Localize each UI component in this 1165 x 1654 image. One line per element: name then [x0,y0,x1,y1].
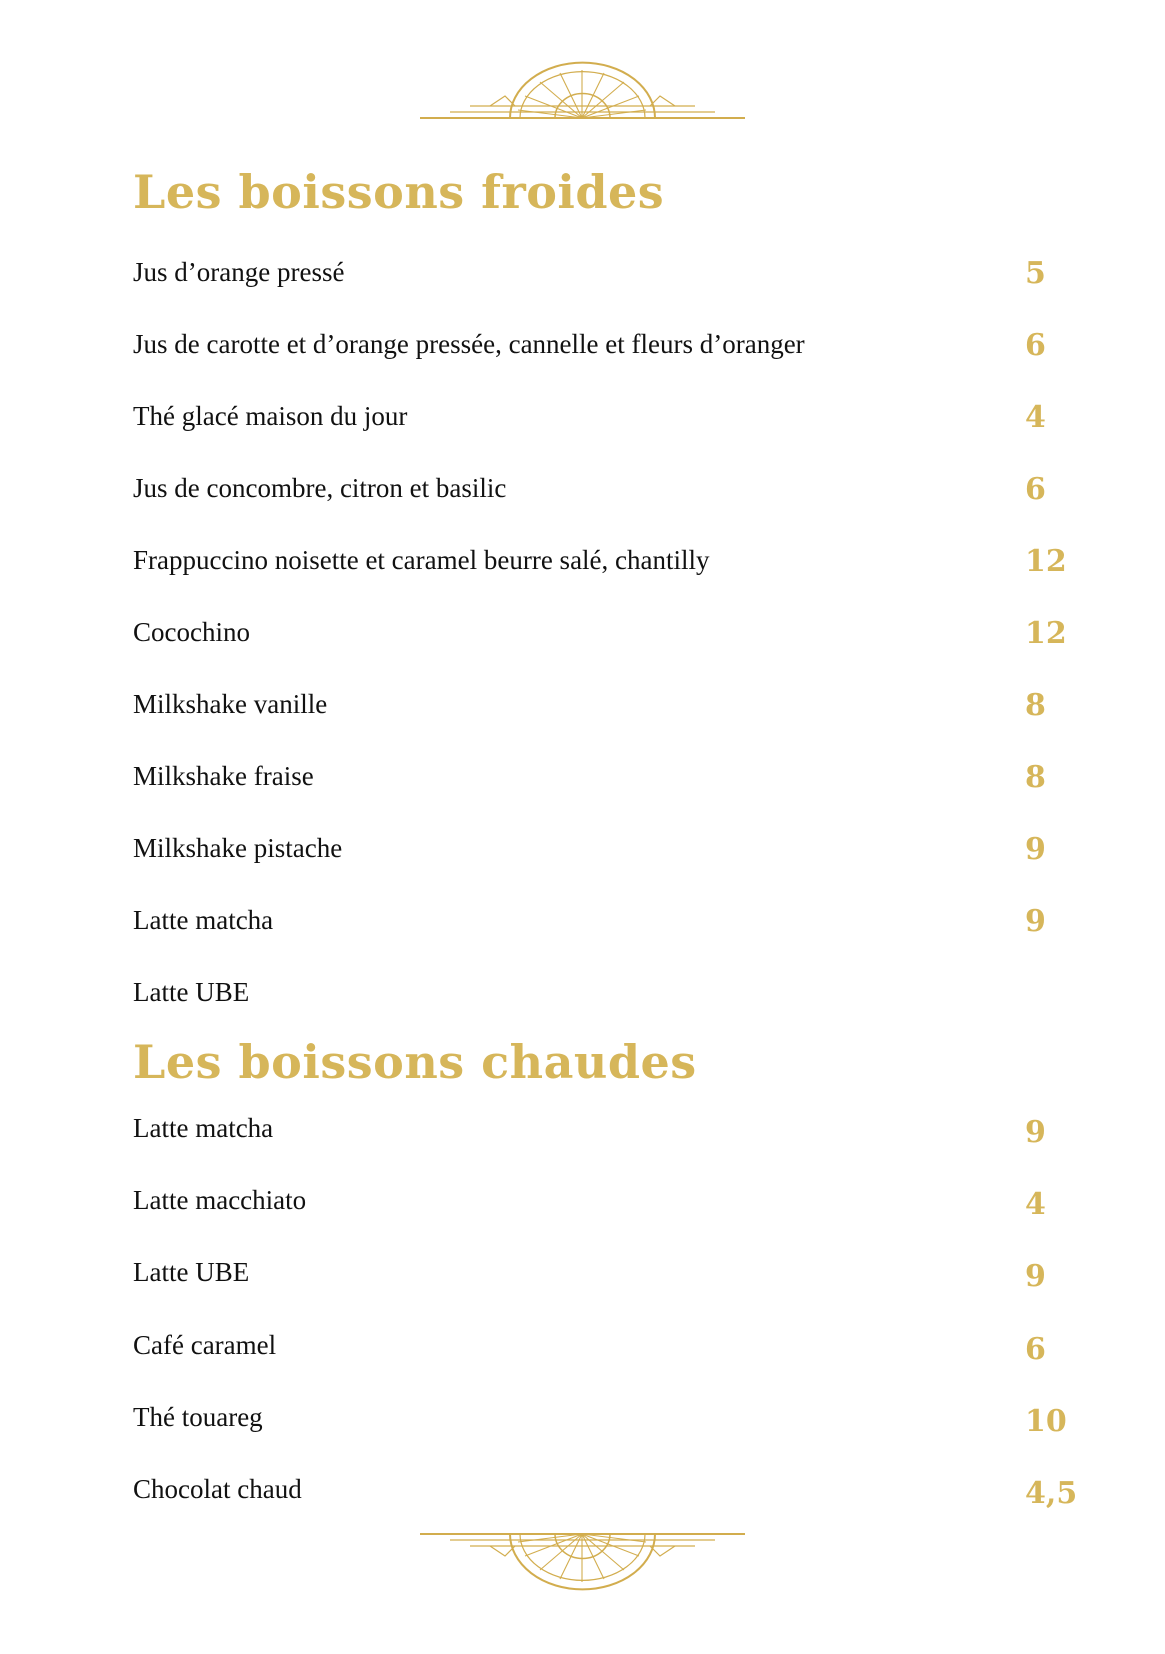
menu-item-name: Café caramel [133,1330,277,1360]
menu-item-price: 5 [1025,256,1046,291]
menu-item-name: Latte matcha [133,1113,274,1143]
menu-item-name: Milkshake fraise [133,761,314,791]
menu-item-price: 12 [1025,616,1067,651]
art-deco-ornament-bottom-icon [420,1522,745,1592]
menu-item-name: Latte UBE [133,1257,250,1287]
menu-item-price: 4 [1025,400,1046,435]
menu-item-price: 10 [1025,1404,1067,1439]
menu-item-price: 4 [1025,1187,1046,1222]
menu-item-price: 9 [1025,1115,1046,1150]
menu-item-name: Latte macchiato [133,1185,307,1215]
menu-item-price: 6 [1025,1332,1046,1367]
menu-item-price: 8 [1025,760,1046,795]
menu-item-name: Jus d’orange pressé [133,257,345,287]
section-title-cold-drinks: Les boissons froides [133,165,665,219]
menu-item-name: Latte UBE [133,977,250,1007]
menu-item-price: 9 [1025,832,1046,867]
menu-item-price: 9 [1025,904,1046,939]
section-title-hot-drinks: Les boissons chaudes [133,1035,697,1089]
menu-item-name: Milkshake pistache [133,833,343,863]
menu-item-name: Cocochino [133,617,250,647]
menu-item-price: 6 [1025,328,1046,363]
menu-item-name: Latte matcha [133,905,274,935]
menu-item-name: Jus de carotte et d’orange pressée, cannelle et fleurs d’oranger [133,329,805,359]
menu-item-name: Thé touareg [133,1402,263,1432]
menu-item-name: Jus de concombre, citron et basilic [133,473,507,503]
menu-item-price: 4,5 [1025,1476,1078,1511]
menu-item-price: 6 [1025,472,1046,507]
menu-item-name: Milkshake vanille [133,689,328,719]
menu-item-name: Frappuccino noisette et caramel beurre salé, chantilly [133,545,710,575]
menu-item-name: Thé glacé maison du jour [133,401,408,431]
menu-item-price: 12 [1025,544,1067,579]
menu-item-price: 9 [1025,1259,1046,1294]
menu-item-name: Chocolat chaud [133,1474,302,1504]
menu-item-price: 8 [1025,688,1046,723]
art-deco-ornament-top-icon [420,60,745,130]
